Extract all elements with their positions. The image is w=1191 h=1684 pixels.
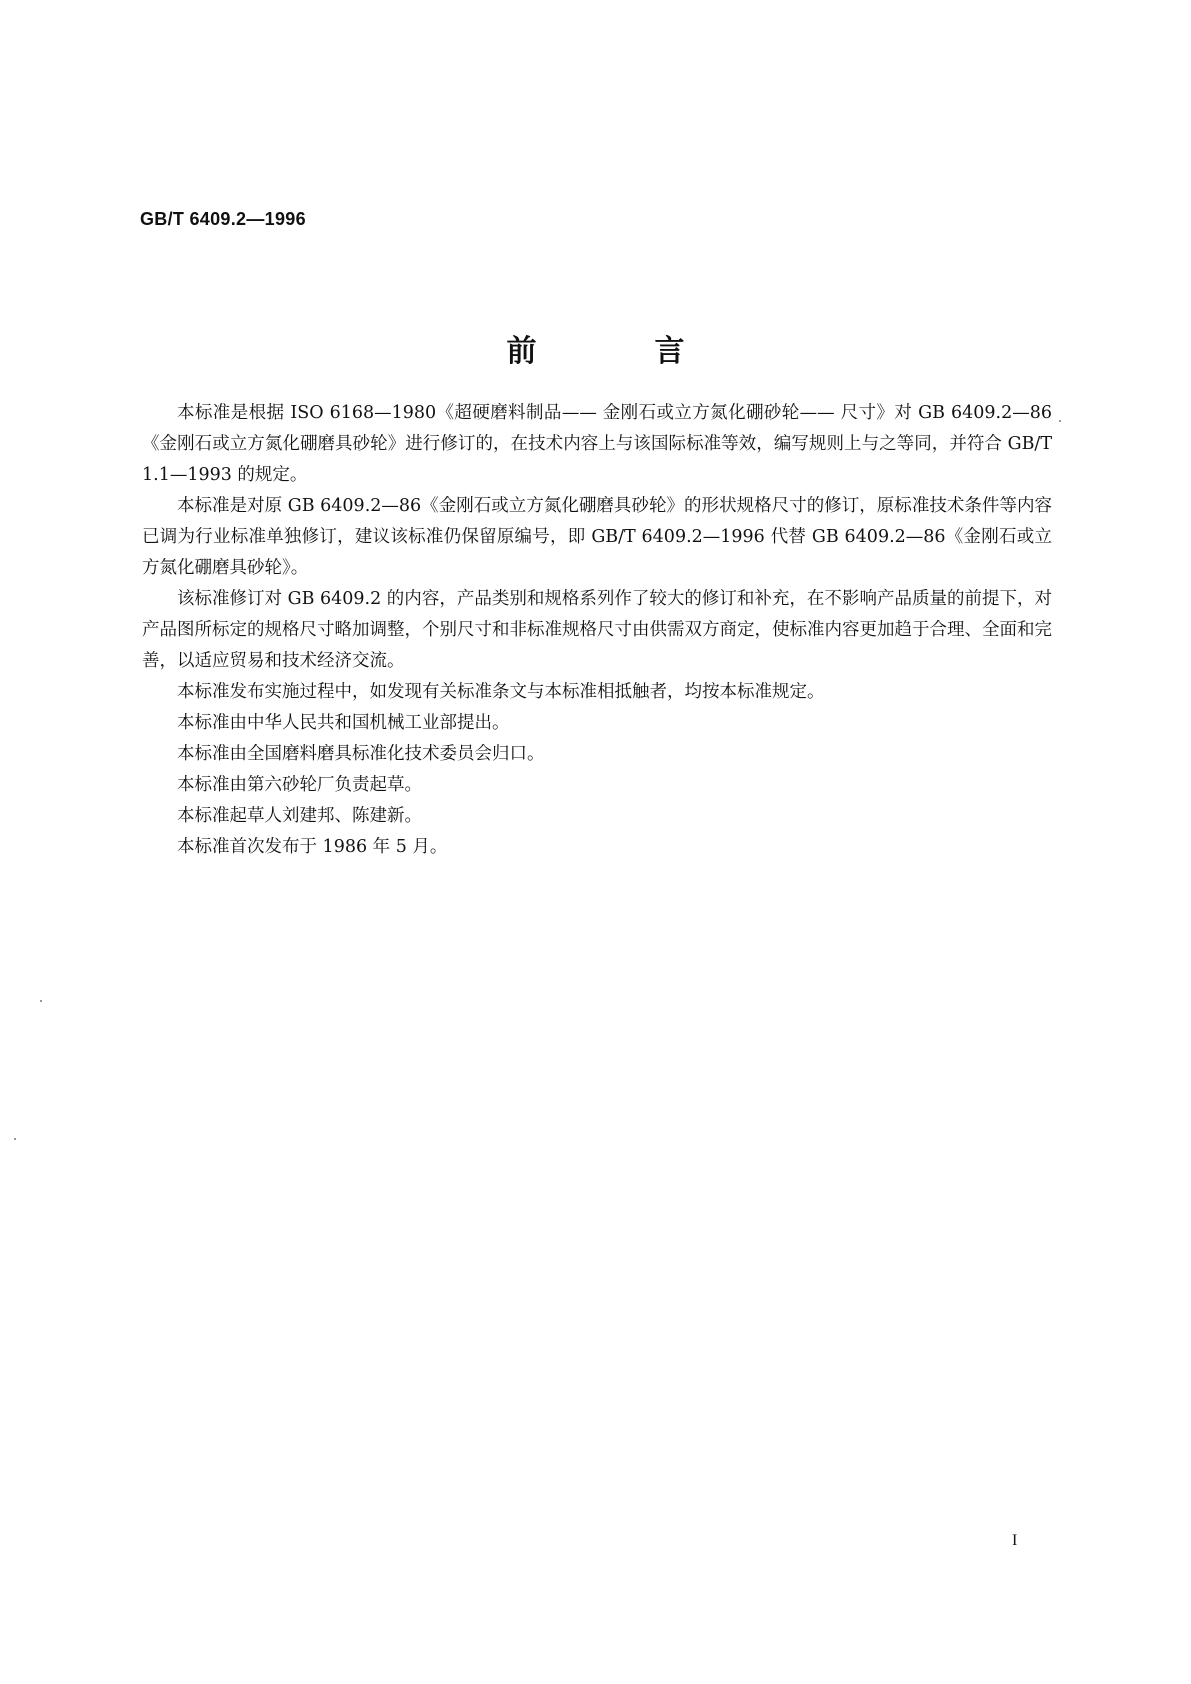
paragraph-drafting-unit: 本标准由第六砂轮厂负责起草。: [177, 775, 422, 795]
paragraph-conflict-rule: 本标准发布实施过程中，如发现有关标准条文与本标准相抵触者，均按本标准规定。: [177, 682, 825, 702]
page-number: I: [1012, 1532, 1018, 1549]
paragraph-basis: 本标准是根据 ISO 6168—1980《超硬磨料制品—— 金刚石或立方氮化硼砂轮—— 尺寸》对 GB 6409.2—86《金刚石或立方氮化硼磨具砂轮》进行修订的，在技术内容上与该国际标准等效，编写规则上与之等同，并符合 GB/T 1.1—1993 的规定。: [142, 403, 1052, 485]
document-code-header: GB/T 6409.2—1996: [140, 209, 306, 229]
paragraph-committee: 本标准由全国磨料磨具标准化技术委员会归口。: [177, 744, 545, 764]
paragraph-first-issue: 本标准首次发布于 1986 年 5 月。: [177, 837, 448, 857]
paragraph-revision-scope: 本标准是对原 GB 6409.2—86《金刚石或立方氮化硼磨具砂轮》的形状规格尺寸的修订，原标准技术条件等内容已调为行业标准单独修订，建议该标准仍保留原编号，即 GB/T 6409.2—1996 代替 GB 6409.2—86《金刚石或立方氮化硼磨具砂轮》。: [142, 496, 1052, 578]
page-title: 前言: [506, 334, 803, 369]
foreword-body: [142, 398, 1052, 863]
paragraph-revision-content: 该标准修订对 GB 6409.2 的内容，产品类别和规格系列作了较大的修订和补充，在不影响产品质量的前提下，对产品图所标定的规格尺寸略加调整，个别尺寸和非标准规格尺寸由供需双方商定，使标准内容更加趋于合理、全面和完善，以适应贸易和技术经济交流。: [142, 589, 1052, 671]
scan-speck: [14, 1138, 16, 1140]
scan-speck: [1059, 420, 1061, 422]
paragraph-proposer: 本标准由中华人民共和国机械工业部提出。: [177, 713, 510, 733]
scan-speck: [40, 1000, 42, 1002]
paragraph-drafters: 本标准起草人刘建邦、陈建新。: [177, 806, 422, 826]
